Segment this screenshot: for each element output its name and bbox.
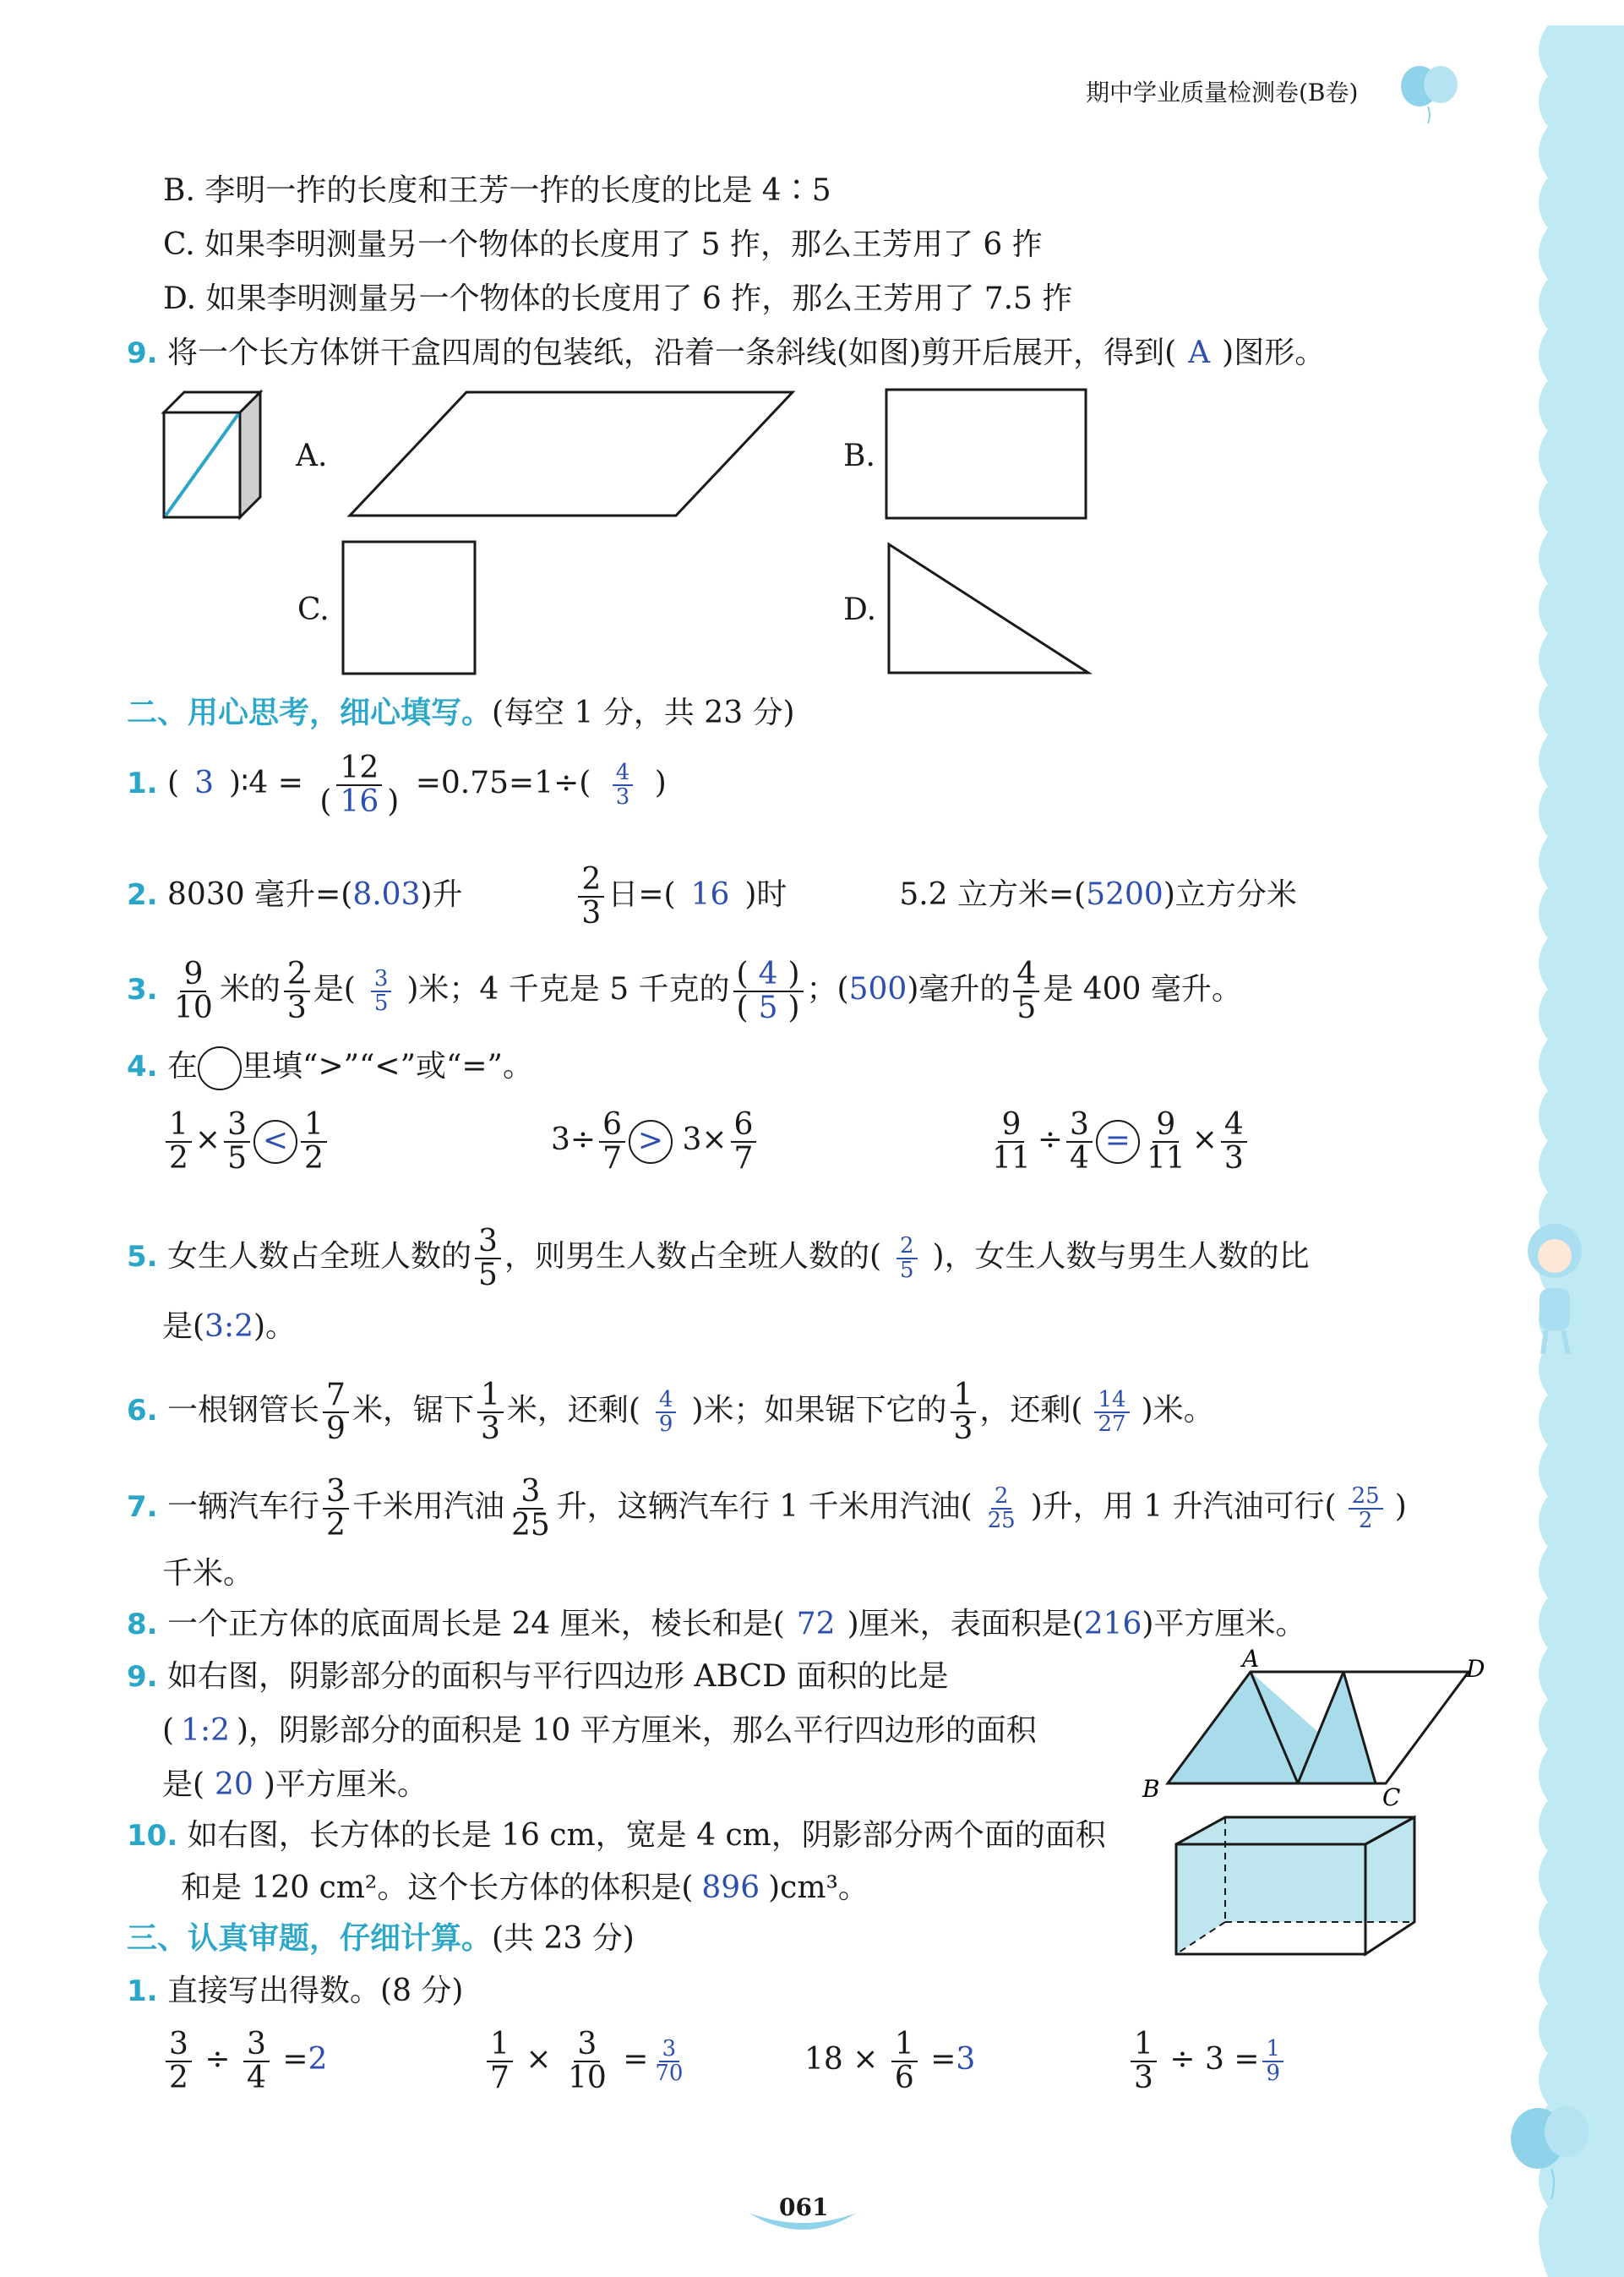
- balloon-icon: [1504, 2096, 1597, 2206]
- fill-9: 9. 如右图，阴影部分的面积与平行四边形 ABCD 面积的比是: [127, 1659, 949, 1694]
- compare-3: $\frac{9}{11}$ ÷ $\frac{3}{4}$ = $\frac{9}{11}$ × $\frac{4}{3}$: [985, 1109, 1251, 1175]
- option-c-label: C.: [297, 592, 330, 627]
- point-a: A: [1242, 1648, 1260, 1673]
- calc-1-expr-2: $\frac{1}{7}$ × $\frac{3}{10}$ = $\frac{3}{70}$: [483, 2029, 689, 2094]
- point-c: C: [1382, 1783, 1401, 1809]
- choice-c: C. 如果李明测量另一个物体的长度用了 5 拃，那么王芳用了 6 拃: [163, 227, 1043, 262]
- fill-5-line-2: 是(3:2)。: [162, 1309, 297, 1344]
- fill-5: 5. 女生人数占全班人数的 $\frac{3}{5}$ ，则男生人数占全班人数的( $\frac{2}{5}$ )，女生人数与男生人数的比: [127, 1224, 1310, 1292]
- option-d-label: D.: [843, 592, 877, 627]
- compare-1: $\frac{1}{2}$ × $\frac{3}{5}$ < $\frac{1}{2}$: [162, 1109, 330, 1175]
- balloon-icon: [1394, 59, 1470, 127]
- fill-2: 2. 8030 毫升=(8.03)升 $\frac{2}{3}$ 日=( 16 )时 5.2 立方米=(5200)立方分米: [127, 862, 1297, 931]
- fill-4: 4. 在 里填“>”“<”或“=”。: [127, 1046, 533, 1090]
- rectangle-shape: [884, 387, 1090, 522]
- fill-9-line-2: ( 1:2 )，阴影部分的面积是 10 平方厘米，那么平行四边形的面积: [162, 1713, 1037, 1748]
- cuboid-figure: [1169, 1810, 1423, 1963]
- point-d: D: [1466, 1655, 1485, 1683]
- fill-8: 8. 一个正方体的底面周长是 24 厘米，棱长和是( 72 )厘米，表面积是(216)平方厘米。: [127, 1607, 1306, 1641]
- blank-circle-icon: [198, 1046, 242, 1090]
- side-wave-decor: [1529, 25, 1548, 2277]
- fill-7: 7. 一辆汽车行 $\frac{3}{2}$ 千米用汽油 $\frac{3}{25}$ 升，这辆汽车行 1 千米用汽油( $\frac{2}{25}$ )升，用 1 升汽油可行( $\frac{25}{2}$ ): [127, 1474, 1407, 1543]
- fill-10: 10. 如右图，长方体的长是 16 cm，宽是 4 cm，阴影部分两个面的面积: [127, 1818, 1106, 1853]
- fill-1: 1. ( 3 )∶4 = $\frac{12}{( 16 )}$ =0.75=1÷( $\frac{4}{3}$ ): [127, 751, 667, 819]
- parallelogram-abcd-figure: [1132, 1648, 1487, 1809]
- fill-7-line-2: 千米。: [162, 1556, 254, 1591]
- fill-9-line-3: 是( 20 )平方厘米。: [162, 1767, 428, 1802]
- compare-2: 3÷ $\frac{6}{7}$ > 3× $\frac{6}{7}$: [551, 1109, 760, 1175]
- question-9-choice: 9. 将一个长方体饼干盒四周的包装纸，沿着一条斜线(如图)剪开后展开，得到( A )图形。: [127, 336, 1326, 370]
- option-b-label: B.: [843, 439, 875, 473]
- section-2-heading: 二、用心思考，细心填写。(每空 1 分，共 23 分): [127, 696, 795, 730]
- calc-1-expr-3: 18 × $\frac{1}{6}$ =3: [804, 2027, 976, 2095]
- side-decor-band: [1548, 25, 1624, 2277]
- page-number: 061: [779, 2193, 829, 2221]
- fill-3: 3. $\frac{9}{10}$ 米的 $\frac{2}{3}$ 是( $\frac{3}{5}$ )米；4 千克是 5 千克的 $\frac{( 4 )}{( 5 )}$ ；(500)毫升的 $\frac{4}{5}$ 是 400 毫升。: [127, 957, 1242, 1025]
- point-b: B: [1142, 1775, 1160, 1803]
- parallelogram-shape: [346, 387, 803, 522]
- girl-cartoon-icon: [1512, 1217, 1597, 1361]
- calc-1-title: 1. 直接写出得数。(8 分): [127, 1974, 464, 2008]
- header-title: 期中学业质量检测卷(B卷): [1086, 79, 1359, 106]
- option-a-label: A.: [296, 439, 328, 473]
- square-shape: [341, 539, 479, 678]
- fill-6: 6. 一根钢管长 $\frac{7}{9}$ 米，锯下 $\frac{1}{3}$ 米，还剩( $\frac{4}{9}$ )米；如果锯下它的 $\frac{1}{3}$ ，还剩( $\frac{14}{27}$ )米。: [127, 1378, 1214, 1446]
- fill-10-line-2: 和是 120 cm²。这个长方体的体积是( 896 )cm³。: [181, 1870, 869, 1905]
- triangle-shape: [886, 541, 1093, 678]
- section-3-heading: 三、认真审题，仔细计算。(共 23 分): [127, 1921, 635, 1956]
- box-figure: [161, 387, 270, 522]
- calc-1-expr-1: $\frac{3}{2}$ ÷ $\frac{3}{4}$ =2: [162, 2029, 327, 2094]
- choice-d: D. 如果李明测量另一个物体的长度用了 6 拃，那么王芳用了 7.5 拃: [163, 281, 1073, 316]
- calc-1-expr-4: $\frac{1}{3}$ ÷ 3 = $\frac{1}{9}$: [1127, 2029, 1287, 2094]
- choice-b: B. 李明一拃的长度和王芳一拃的长度的比是 4∶5: [163, 173, 831, 208]
